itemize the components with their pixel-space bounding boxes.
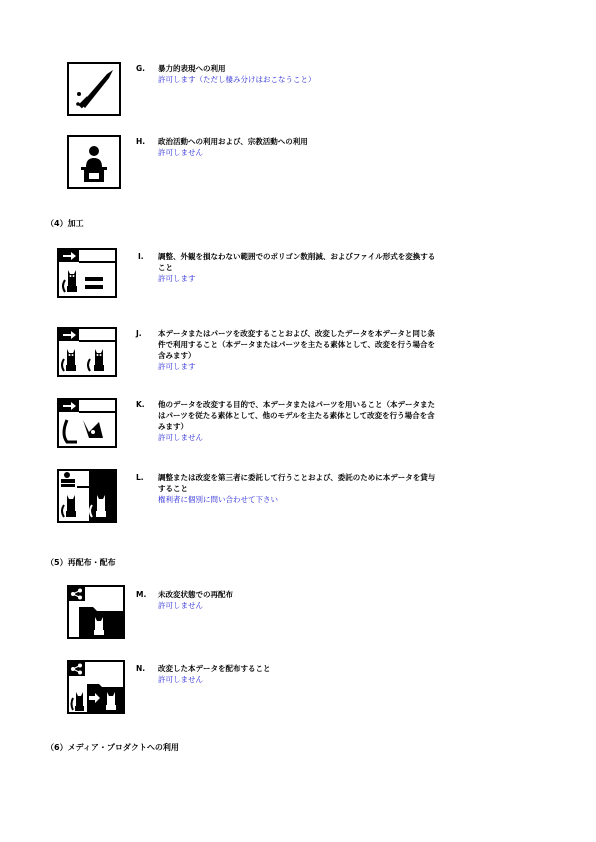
item-answer: 許可しません bbox=[158, 433, 203, 442]
item-answer: 許可します（ただし棲み分けはおこなうこと） bbox=[158, 75, 316, 84]
item-m bbox=[158, 589, 233, 611]
redistribute-icon bbox=[67, 585, 125, 639]
item-answer: 許可します bbox=[158, 362, 196, 371]
item-h bbox=[158, 136, 308, 158]
politics-religion-icon bbox=[67, 135, 121, 189]
item-j bbox=[158, 328, 435, 372]
item-title-line: すること bbox=[158, 484, 188, 493]
item-k bbox=[158, 399, 435, 443]
item-g bbox=[158, 63, 316, 85]
item-title-line: 件で利用すること（本データまたはパーツを主たる素体として、改変を行う場合を bbox=[158, 340, 436, 349]
item-answer: 許可しません bbox=[158, 148, 203, 157]
item-title-line: こと bbox=[158, 263, 173, 272]
item-title-line: 調整、外観を損なわない範囲でのポリゴン数削減、およびファイル形式を変換する bbox=[158, 252, 436, 261]
item-title-line: はパーツを従たる素体として、他のモデルを主たる素体として改変を行う場合を含 bbox=[158, 411, 435, 420]
item-letter: I. bbox=[138, 252, 144, 261]
item-answer: 許可しません bbox=[158, 675, 203, 684]
item-title-line: 含みます） bbox=[158, 351, 196, 360]
item-answer: 許可します bbox=[158, 274, 196, 283]
section-heading-6: （6）メディア・プロダクトへの利用 bbox=[46, 743, 179, 752]
item-title: 暴力的表現への利用 bbox=[158, 64, 226, 73]
item-letter: G. bbox=[136, 64, 146, 73]
item-letter: N. bbox=[136, 664, 146, 673]
item-answer: 許可しません bbox=[158, 601, 203, 610]
use-as-parts-icon bbox=[57, 398, 117, 448]
item-l bbox=[158, 472, 435, 505]
modify-icon bbox=[57, 327, 117, 377]
convert-icon bbox=[57, 248, 117, 298]
item-title-line: 他のデータを改変する目的で、本データまたはパーツを用いること（本データまた bbox=[158, 400, 436, 409]
delegate-icon bbox=[57, 469, 117, 523]
item-letter: L. bbox=[136, 473, 144, 482]
item-title-line: 調整または改変を第三者に委託して行うことおよび、委託のために本データを貸与 bbox=[158, 473, 436, 482]
item-title: 改変した本データを配布すること bbox=[158, 664, 271, 673]
item-title: 政治活動への利用および、宗教活動への利用 bbox=[158, 137, 308, 146]
violence-icon bbox=[67, 62, 121, 116]
item-n bbox=[158, 663, 271, 685]
item-title-line: 本データまたはパーツを改変することおよび、改変したデータを本データと同じ条 bbox=[158, 329, 435, 338]
section-heading-5: （5）再配布・配布 bbox=[46, 558, 116, 567]
item-answer: 権利者に個別に問い合わせて下さい bbox=[158, 495, 278, 504]
item-letter: K. bbox=[136, 400, 145, 409]
item-letter: H. bbox=[136, 137, 146, 146]
item-letter: M. bbox=[136, 590, 147, 599]
item-title: 未改変状態での再配布 bbox=[158, 590, 233, 599]
item-letter: J. bbox=[136, 329, 142, 338]
distribute-modified-icon bbox=[67, 660, 125, 714]
section-heading-4: （4）加工 bbox=[46, 219, 84, 228]
item-title-line: みます） bbox=[158, 422, 188, 431]
item-i bbox=[158, 251, 435, 284]
